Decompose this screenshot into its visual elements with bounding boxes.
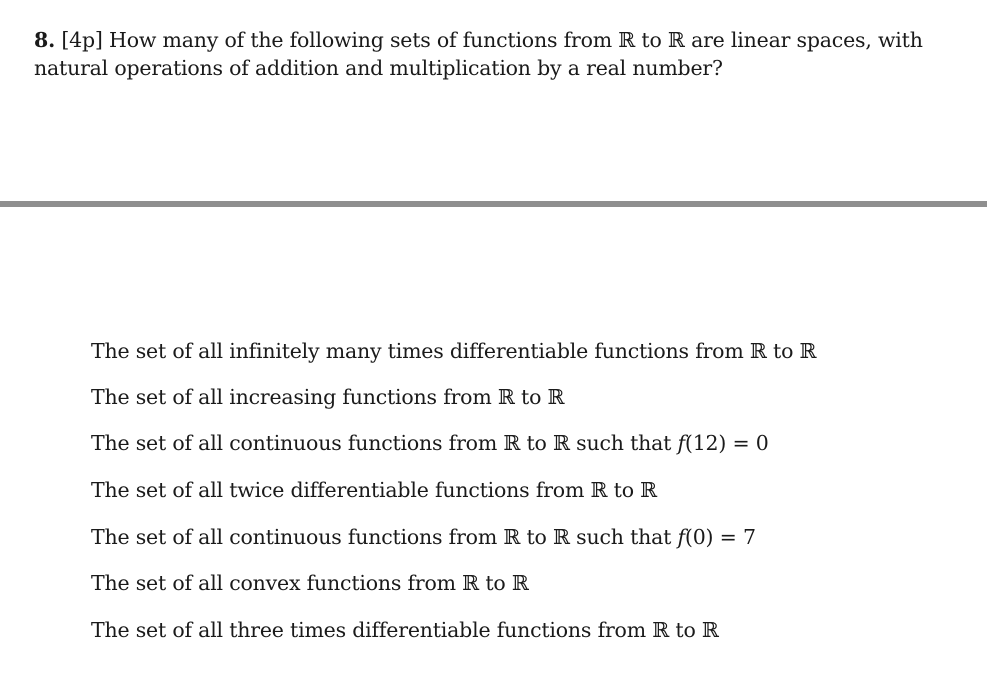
section-divider xyxy=(0,201,987,207)
question-number: 8. xyxy=(34,28,56,52)
question-points: [4p] xyxy=(61,28,103,52)
item-text: The set of all three times differentiable functions from ℝ to ℝ xyxy=(91,618,719,642)
question-line-2 xyxy=(34,54,954,82)
question-text-line-1: How many of the following sets of functions from ℝ to ℝ are linear spaces, with xyxy=(109,28,923,52)
item-text: The set of all infinitely many times differentiable functions from ℝ to ℝ xyxy=(91,339,817,363)
question-line-1 xyxy=(34,26,954,54)
item-text: The set of all increasing functions from ℝ to ℝ xyxy=(91,385,565,409)
question-block xyxy=(34,26,954,82)
question-text-line-2: natural operations of addition and multiplication by a real number? xyxy=(34,56,723,80)
item-text: The set of all convex functions from ℝ to ℝ xyxy=(91,571,529,595)
item-text: The set of all continuous functions from ℝ to ℝ such that 𝑓(0) = 7 xyxy=(91,525,756,549)
item-text: The set of all continuous functions from ℝ to ℝ such that 𝑓(12) = 0 xyxy=(91,431,769,455)
item-text: The set of all twice differentiable functions from ℝ to ℝ xyxy=(91,478,657,502)
